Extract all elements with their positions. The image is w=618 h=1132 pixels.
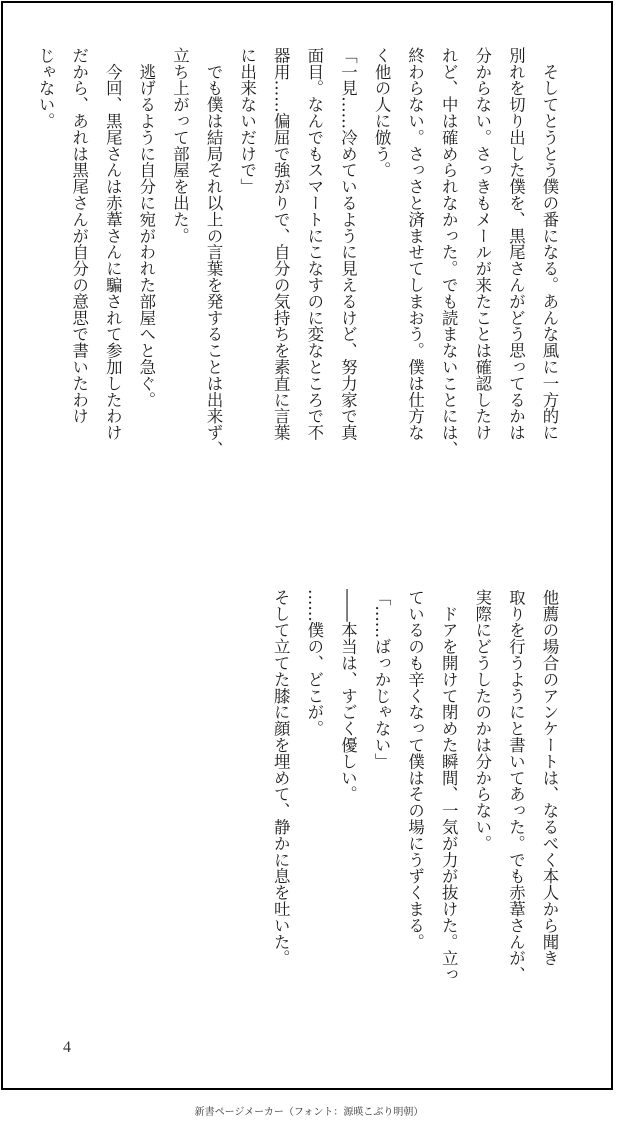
- text-line: 取りを行うようにと書いてあった。でも赤葦さんが、: [506, 589, 526, 983]
- text-line: く他の人に倣う。: [372, 47, 392, 179]
- text-line: じゃない。: [36, 47, 56, 129]
- text-line: 実際にどうしたのかは分からない。: [472, 589, 492, 852]
- text-line: れど、中は確められなかった。でも読まないことには、: [439, 47, 459, 457]
- text-line: 器用……偏屈で強がりで、自分の気持ちを素直に言葉: [271, 47, 291, 441]
- text-line: ドアを開けて閉めた瞬間、一気が力が抜けた。立っ: [439, 589, 459, 983]
- upper-text-block: [36, 47, 566, 567]
- page-number: 4: [63, 1039, 71, 1056]
- text-line: だから、あれは黒尾さんが自分の意思で書いたわけ: [69, 47, 89, 425]
- text-line: 他薦の場合のアンケートは、なるべく本人から聞き: [540, 589, 559, 967]
- footer-credit: 新書ページメーカー（フォント：源暎こぶり明朝）: [194, 1107, 424, 1118]
- text-line: でも僕は結局それ以上の言葉を発することは出来ず、: [204, 47, 224, 457]
- text-line: 「……ばっかじゃない」: [372, 589, 392, 770]
- text-line: 別れを切り出した僕を、黒尾さんがどう思ってるかは: [506, 47, 526, 441]
- text-line: 終わらない。さっさと済ませてしまおう。僕は仕方な: [405, 47, 425, 441]
- book-page: [1, 1, 613, 1090]
- text-line: そしてとうとう僕の番になる。あんな風に一方的に: [540, 47, 559, 441]
- text-line: ――本当は、すごく優しい。: [338, 589, 358, 803]
- text-line: に出来ないだけで」: [237, 47, 257, 195]
- text-line: ているのも辛くなって僕はその場にうずくまる。: [405, 589, 425, 950]
- text-line: そして立てた膝に顔を埋めて、静かに息を吐いた。: [271, 589, 291, 967]
- text-line: 逃げるように自分に宛がわれた部屋へと急ぐ。: [136, 47, 156, 408]
- text-line: 立ち上がって部屋を出た。: [170, 47, 190, 244]
- text-line: 「一見……冷めているように見えるけど、努力家で真: [338, 47, 358, 441]
- lower-text-block: [271, 589, 566, 1019]
- text-line: ……僕の、どこが。: [304, 589, 324, 737]
- text-line: 面目。なんでもスマートにこなすのに変なところで不: [304, 47, 324, 441]
- text-line: 今回、黒尾さんは赤葦さんに騙されて参加したわけ: [103, 47, 123, 441]
- text-line: 分からない。さっきもメールが来たことは確認したけ: [472, 47, 492, 441]
